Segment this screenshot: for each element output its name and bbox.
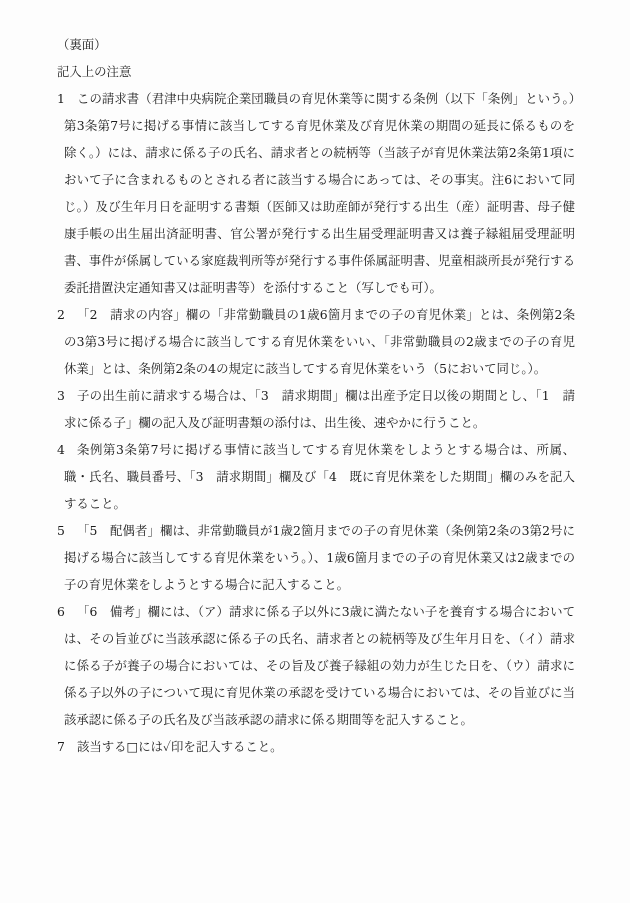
note-number: 4 (57, 442, 65, 457)
note-number: 1 (57, 91, 65, 106)
note-text: 「2 請求の内容」欄の「非常勤職員の1歳6箇月までの子の育児休業」とは、条例第2条の3第3号に掲げる場合に該当してする育児休業をいい、「非常勤職員の2歳までの子の育児休業」とは、条例第2条の4の規定に該当してする育児休業をいう（5において同じ。）。 (64, 307, 575, 376)
note-item-7 (57, 733, 575, 760)
note-text: この請求書（君津中央病院企業団職員の育児休業等に関する条例（以下「条例」という。）第3条第7号に掲げる事情に該当してする育児休業及び育児休業の期間の延長に係るものを除く。）には、請求に係る子の氏名、請求者との続柄等（当該子が育児休業法第2条第1項において子に含まれるものとされる者に該当する場合にあっては、その事実。注6において同じ。）及び生年月日を証明する書類（医師又は助産師が発行する出生（産）証明書、母子健康手帳の出生届出済証明書、官公署が発行する出生届受理証明書又は養子縁組届受理証明書、事件が係属している家庭裁判所等が発行する事件係属証明書、児童相談所長が発行する委託措置決定通知書又は証明書等）を添付すること（写しでも可）。 (64, 91, 575, 295)
note-item-6 (57, 598, 575, 733)
note-text: 条例第3条第7号に掲げる事情に該当してする育児休業をしようとする場合は、所属、職・氏名、職員番号、「3 請求期間」欄及び「4 既に育児休業をした期間」欄のみを記入すること。 (64, 442, 575, 511)
note-text: 「6 備考」欄には、（ア）請求に係る子以外に3歳に満たない子を養育する場合においては、その旨並びに当該承認に係る子の氏名、請求者との続柄等及び生年月日を、（イ）請求に係る子が養子の場合においては、その旨及び養子縁組の効力が生じた日を、（ウ）請求に係る子以外の子について現に育児休業の承認を受けている場合においては、その旨並びに当該承認に係る子の氏名及び当該承認の請求に係る期間等を記入すること。 (64, 604, 575, 727)
notes-list (57, 85, 575, 760)
note-item-2 (57, 301, 575, 382)
note-text: 該当する□には✓印を記入すること。 (77, 739, 283, 754)
note-number: 7 (57, 739, 65, 754)
note-item-3 (57, 382, 575, 436)
note-number: 5 (57, 523, 65, 538)
note-text: 「5 配偶者」欄は、非常勤職員が1歳2箇月までの子の育児休業（条例第2条の3第2号に掲げる場合に該当してする育児休業をいう。）、1歳6箇月までの子の育児休業又は2歳までの子の育児休業をしようとする場合に記入すること。 (64, 523, 575, 592)
note-number: 6 (57, 604, 65, 619)
note-text: 子の出生前に請求する場合は、「3 請求期間」欄は出産予定日以後の期間とし、「1 請求に係る子」欄の記入及び証明書類の添付は、出生後、速やかに行うこと。 (64, 388, 575, 430)
note-item-4 (57, 436, 575, 517)
page-title: 記入上の注意 (57, 64, 132, 79)
page-side-label: （裏面） (57, 37, 107, 52)
note-number: 2 (57, 307, 65, 322)
note-item-1 (57, 85, 575, 301)
note-number: 3 (57, 388, 65, 403)
note-item-5 (57, 517, 575, 598)
